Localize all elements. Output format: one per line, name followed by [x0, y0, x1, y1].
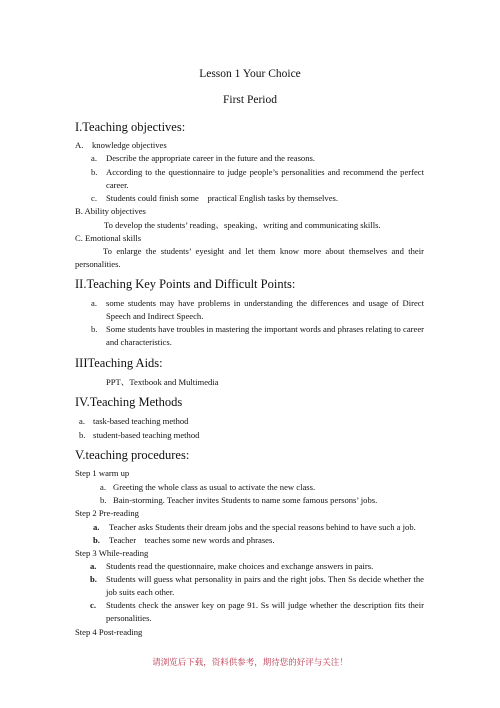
list-marker: a. [79, 416, 85, 426]
list-item: some students may have problems in understanding the differences and usage of Direct Speech and Indirect Speech. [106, 298, 424, 321]
list-marker: a. [93, 522, 100, 532]
lesson-title: Lesson 1 Your Choice [199, 68, 301, 80]
list-item: Students will guess what personality in pairs and the right jobs. Then Ss decide whether the job suits each other. [106, 574, 424, 597]
list-marker: A. [75, 140, 84, 150]
list-marker: a. [91, 298, 97, 308]
list-item: Teacher teaches some new words and phrases. [109, 535, 275, 545]
period-subtitle: First Period [223, 94, 277, 106]
ability-objectives-label: B. Ability objectives [75, 206, 146, 216]
list-item: Some students have troubles in mastering the important words and phrases relating to career and characteristics. [106, 324, 424, 347]
step-4-label: Step 4 Post-reading [75, 627, 143, 637]
list-marker: b. [91, 324, 98, 334]
list-item: Students check the answer key on page 91. Ss will judge whether the description fits their personalities. [106, 600, 424, 623]
list-marker: a. [100, 482, 106, 492]
section-4-heading: IV.Teaching Methods [75, 395, 183, 409]
ability-objectives-detail: To develop the students’ reading、speaking、writing and communicating skills. [104, 220, 381, 230]
knowledge-objectives-label: knowledge objectives [92, 140, 167, 150]
list-item: According to the questionnaire to judge people’s personalities and recommend the perfect career. [106, 167, 424, 190]
download-footer-note: 请浏览后下载，资料供参考，期待您的好评与关注！ [152, 658, 348, 668]
list-item: Bain-storming. Teacher invites Students to name some famous persons’ jobs. [113, 495, 378, 505]
section-5-heading: V.teaching procedures: [75, 448, 190, 462]
list-item: task-based teaching method [93, 416, 189, 426]
step-1-label: Step 1 warm up [75, 468, 130, 478]
section-1-heading: I.Teaching objectives: [75, 120, 186, 134]
step-3-label: Step 3 While-reading [75, 548, 149, 558]
list-item: Students could finish some practical English tasks by themselves. [106, 193, 338, 203]
list-item: Students read the questionnaire, make choices and exchange answers in pairs. [106, 561, 374, 571]
list-marker: a. [91, 153, 97, 163]
list-item: Teacher asks Students their dream jobs and the special reasons behind to have such a job. [109, 522, 416, 532]
emotional-skills-label: C. Emotional skills [75, 233, 142, 243]
teaching-aids-text: PPT、Textbook and Multimedia [106, 377, 219, 387]
list-marker: b. [100, 495, 107, 505]
list-item: Greeting the whole class as usual to activate the new class. [113, 482, 316, 492]
list-marker: c. [91, 193, 97, 203]
list-marker: b. [91, 167, 98, 177]
list-marker: b. [93, 535, 100, 545]
list-marker: a. [90, 561, 97, 571]
list-marker: b. [79, 430, 86, 440]
list-marker: c. [90, 600, 96, 610]
section-3-heading: IIITeaching Aids: [75, 356, 163, 370]
emotional-skills-detail: To enlarge the students’ eyesight and let them know more about themselves and their personalities. [75, 246, 424, 269]
list-marker: b. [90, 574, 97, 584]
list-item: Describe the appropriate career in the future and the reasons. [106, 153, 316, 163]
step-2-label: Step 2 Pre-reading [75, 508, 139, 518]
list-item: student-based teaching method [93, 430, 200, 440]
section-2-heading: II.Teaching Key Points and Difficult Points: [75, 277, 296, 291]
